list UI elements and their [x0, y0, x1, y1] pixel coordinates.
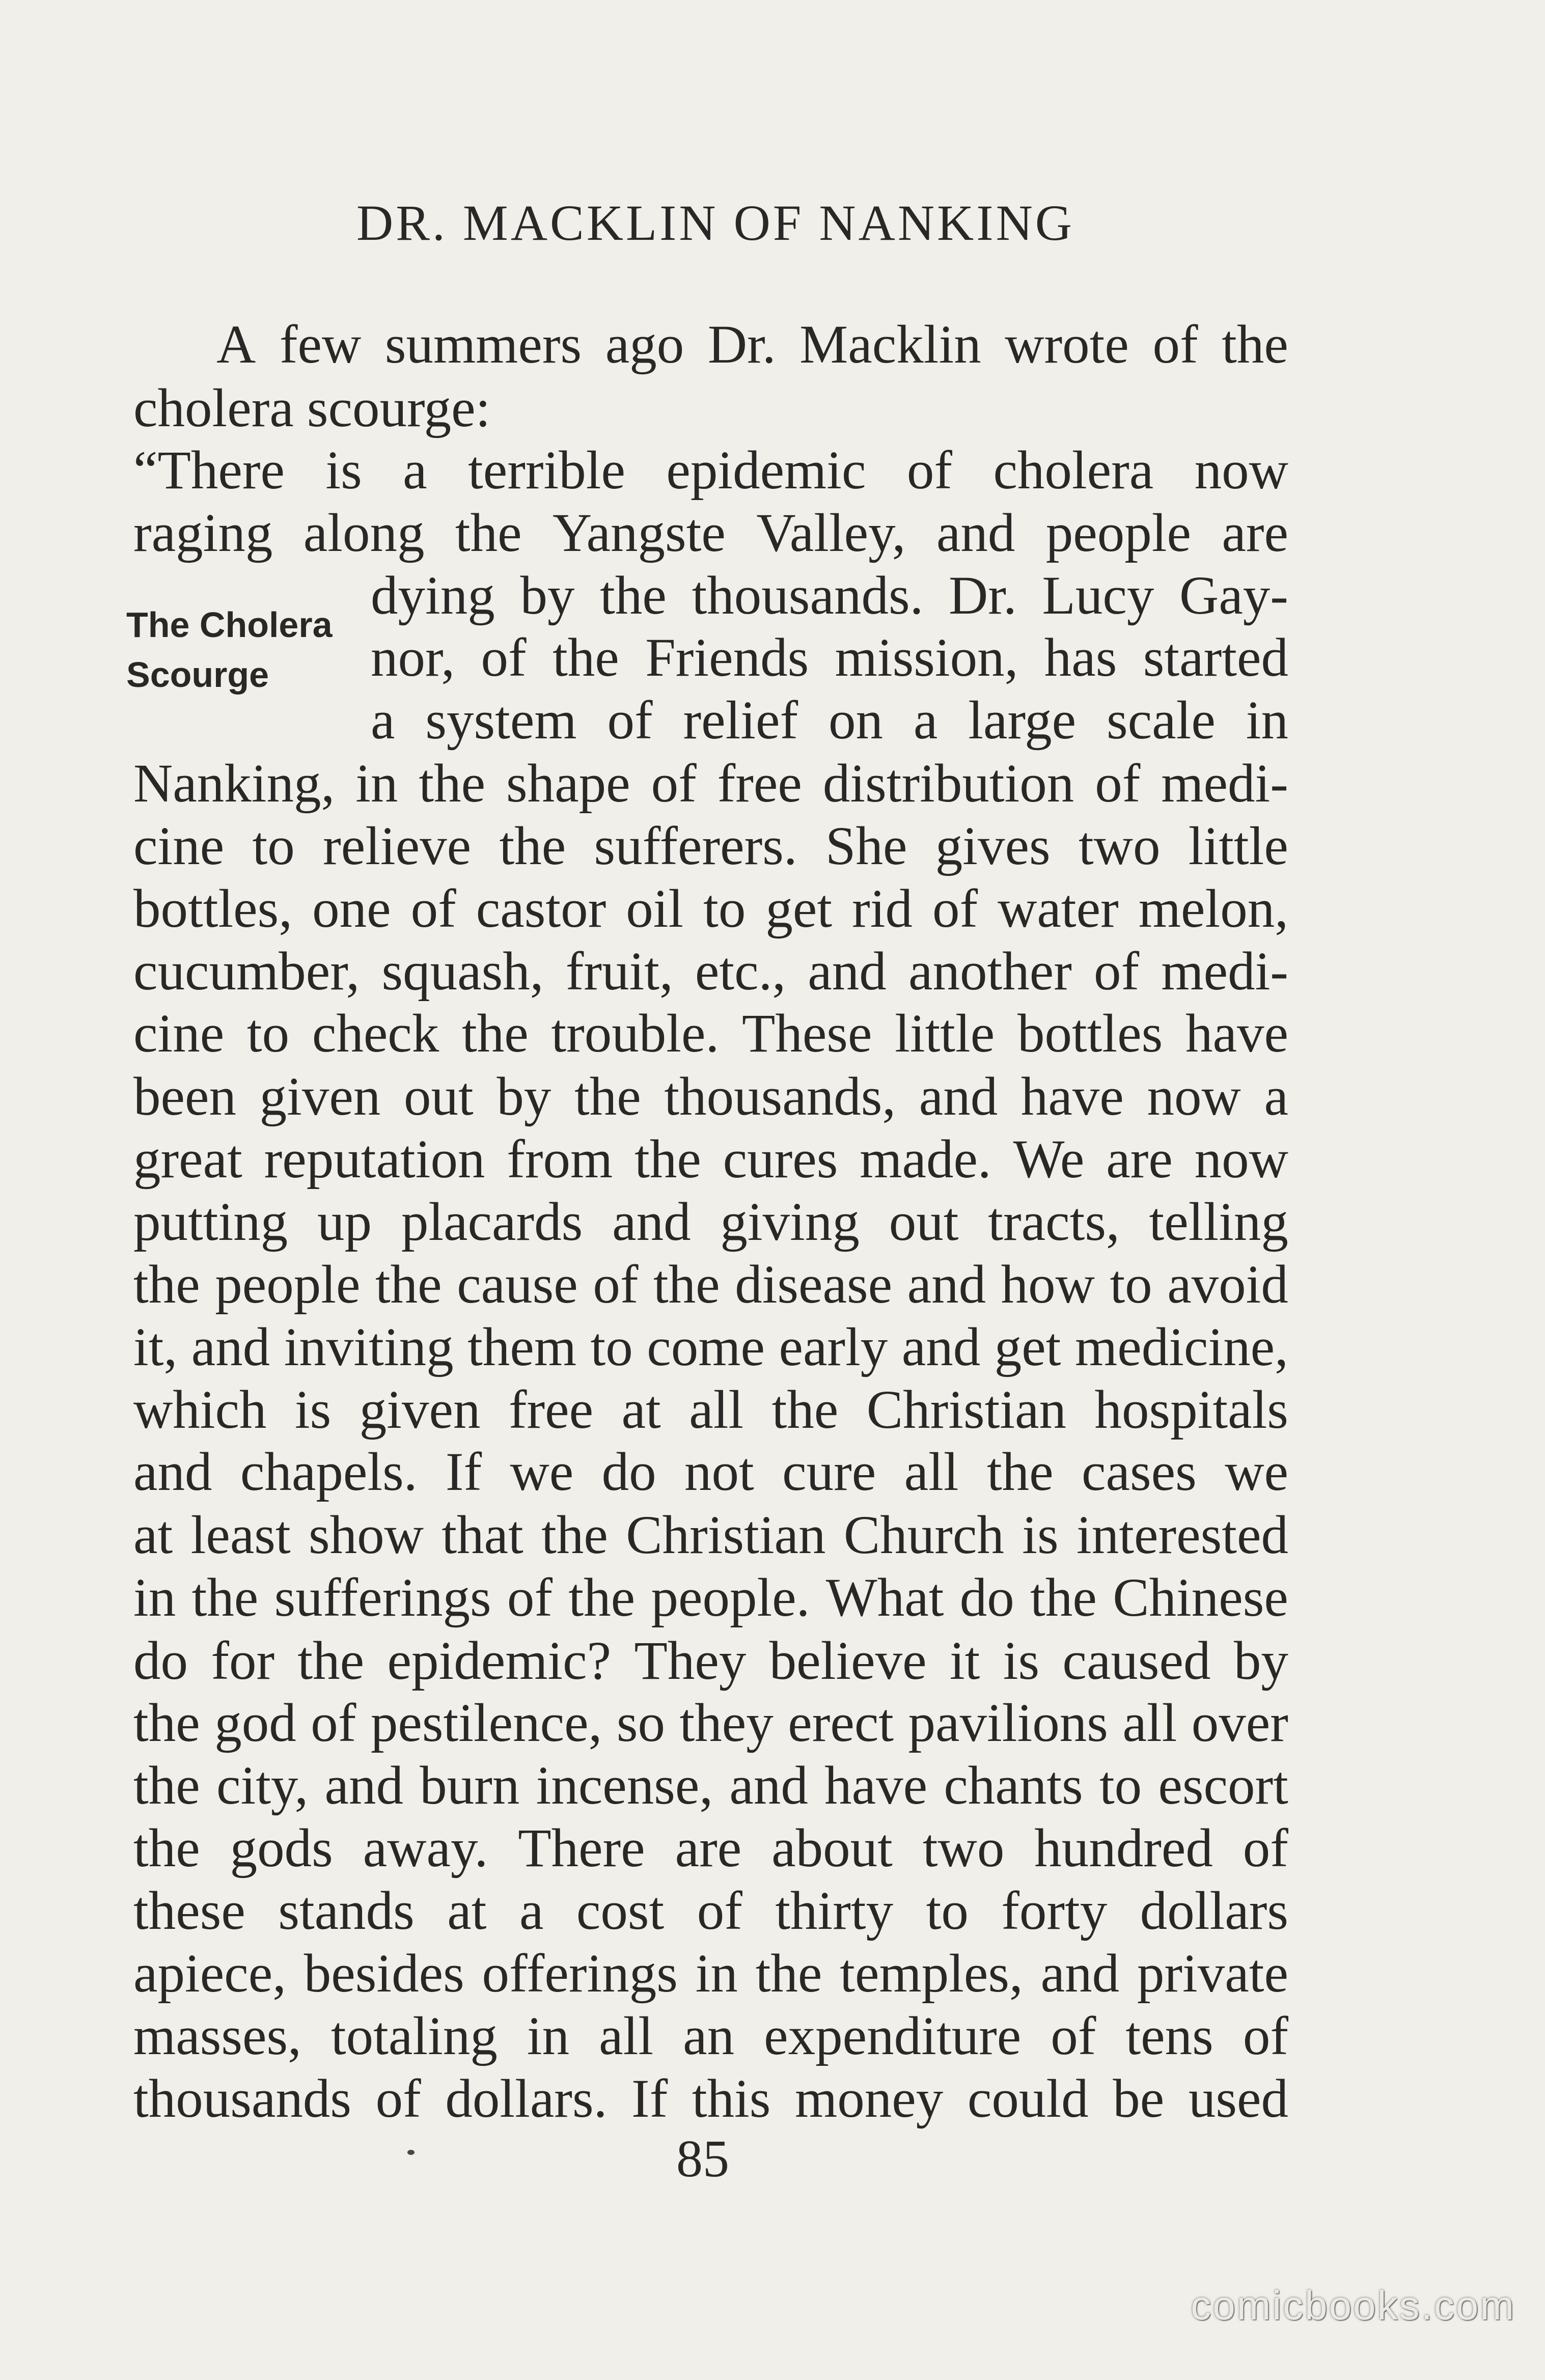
word: of — [906, 440, 953, 501]
word: an — [683, 2006, 735, 2066]
word: do — [959, 1568, 1014, 1628]
word: at — [621, 1380, 661, 1440]
text-line — [133, 1879, 1288, 1943]
word: free — [717, 754, 802, 814]
word: early — [779, 1317, 888, 1377]
word: Dr. — [949, 566, 1017, 626]
word: is — [1022, 1505, 1059, 1565]
word: of — [507, 1568, 553, 1628]
word: thousands — [133, 2069, 351, 2129]
word: besides — [304, 1944, 464, 2004]
word: interested — [1077, 1505, 1288, 1565]
word: etc., — [695, 942, 786, 1002]
word: the — [1222, 315, 1288, 375]
word: dollars. — [445, 2069, 608, 2129]
word: which — [133, 1380, 267, 1440]
word: used — [1188, 2069, 1288, 2129]
word: another — [908, 942, 1072, 1002]
word: escort — [1158, 1756, 1288, 1816]
word: to — [1099, 1756, 1142, 1816]
word: are — [675, 1818, 742, 1878]
word: tracts, — [988, 1192, 1120, 1252]
word: to — [590, 1317, 633, 1377]
text-line — [133, 1942, 1288, 2005]
word: are — [1222, 503, 1288, 563]
word: a — [913, 690, 938, 751]
word: Valley, — [756, 503, 906, 563]
word: medi- — [1161, 942, 1288, 1002]
word: the — [771, 1380, 839, 1440]
word: erect — [788, 1693, 894, 1753]
margin-note — [126, 600, 366, 700]
word: distribution — [822, 754, 1074, 814]
word: cases — [1082, 1442, 1197, 1502]
word: epidemic — [666, 440, 866, 501]
text-line — [371, 564, 1288, 627]
word: medi- — [1161, 754, 1288, 814]
word: private — [1137, 1944, 1288, 2004]
word: be — [1113, 2069, 1165, 2129]
word: dollars — [1140, 1881, 1288, 1941]
word: These — [741, 1004, 872, 1064]
word: and — [1040, 1944, 1120, 2004]
word: to — [246, 1004, 290, 1064]
word: Gay- — [1179, 566, 1288, 626]
word: to — [926, 1881, 969, 1941]
word: started — [1143, 628, 1288, 688]
ink-speck — [407, 2150, 415, 2155]
word: the — [375, 1255, 442, 1315]
word: cause — [457, 1255, 578, 1315]
word: the — [600, 566, 667, 626]
word: apiece, — [133, 1944, 286, 2004]
word: offerings — [482, 1944, 678, 2004]
word: telling — [1149, 1192, 1288, 1252]
word: sufferings — [274, 1568, 491, 1628]
text-line — [133, 1191, 1288, 1254]
word: in — [355, 754, 398, 814]
word: to — [252, 816, 295, 876]
word: cures — [723, 1129, 838, 1189]
word: relieve — [323, 816, 472, 876]
word: chants — [944, 1756, 1083, 1816]
word: a — [519, 1881, 544, 1941]
word: in — [695, 1944, 738, 2004]
word: the — [986, 1442, 1054, 1502]
word: nor, — [371, 628, 455, 688]
word: up — [317, 1192, 372, 1252]
word: Lucy — [1042, 566, 1154, 626]
word: and — [919, 1067, 998, 1127]
word: of — [1152, 315, 1198, 375]
word: people. — [651, 1568, 810, 1628]
word: Macklin — [799, 315, 981, 375]
word: the — [553, 628, 619, 688]
word: money — [795, 2069, 944, 2129]
word: Friends — [645, 628, 809, 688]
word: epidemic? — [387, 1631, 612, 1691]
word: cure — [782, 1442, 876, 1502]
margin-note-line: Scourge — [126, 655, 269, 695]
word: Christian — [866, 1380, 1067, 1440]
word: giving — [720, 1192, 860, 1252]
word: by — [1233, 1631, 1288, 1691]
word: Church — [843, 1505, 1004, 1565]
word: get — [765, 879, 833, 939]
word: people — [215, 1255, 361, 1315]
word: melon, — [1138, 879, 1288, 939]
word: these — [133, 1881, 245, 1941]
word: and — [936, 503, 1015, 563]
word: forty — [1001, 1881, 1108, 1941]
word: of — [607, 690, 653, 751]
text-line — [133, 502, 1288, 565]
word: little — [1188, 816, 1288, 876]
word: are — [1106, 1129, 1173, 1189]
word: cost — [576, 1881, 665, 1941]
word: large — [968, 690, 1077, 751]
word: two — [922, 1818, 1005, 1878]
word: cine — [133, 816, 225, 876]
word: is — [1003, 1631, 1040, 1691]
word: pavilions — [908, 1693, 1108, 1753]
word: all — [904, 1442, 959, 1502]
word: away. — [363, 1818, 488, 1878]
word: and — [907, 1255, 986, 1315]
word: great — [133, 1129, 242, 1189]
word: disease — [735, 1255, 893, 1315]
word: a — [1264, 1067, 1288, 1127]
word: at — [447, 1881, 487, 1941]
word: in — [133, 1568, 176, 1628]
word: for — [211, 1631, 275, 1691]
word: stands — [278, 1881, 415, 1941]
word: of — [932, 879, 978, 939]
word: cucumber, — [133, 942, 360, 1002]
word: They — [634, 1631, 747, 1691]
text-line — [133, 1378, 1288, 1442]
word: god — [214, 1693, 296, 1753]
word: how — [1001, 1255, 1095, 1315]
word: of — [311, 1693, 356, 1753]
word: to — [1110, 1255, 1152, 1315]
text-line — [133, 1128, 1288, 1191]
word: expenditure — [764, 2006, 1022, 2066]
word: terrible — [468, 440, 625, 501]
word: cholera — [993, 440, 1154, 501]
word: been — [133, 1067, 236, 1127]
word: and — [612, 1192, 691, 1252]
word: and — [808, 942, 887, 1002]
text-line — [371, 626, 1288, 689]
word: raging — [133, 503, 273, 563]
word: of — [1094, 942, 1140, 1002]
text-line — [133, 377, 1288, 440]
word: from — [507, 1129, 613, 1189]
word: it — [949, 1631, 980, 1691]
text-line — [133, 2005, 1288, 2068]
word: Chinese — [1113, 1568, 1288, 1628]
word: tens — [1125, 2006, 1213, 2066]
text-line — [133, 1817, 1288, 1880]
word: Dr. — [707, 315, 776, 375]
page-number: 85 — [676, 2129, 729, 2188]
word: She — [825, 816, 907, 876]
word: putting — [133, 1192, 288, 1252]
word: is — [325, 440, 362, 501]
word: it, — [133, 1317, 178, 1377]
word: What — [825, 1568, 944, 1628]
text-line — [133, 1754, 1288, 1817]
text-line — [216, 313, 1288, 376]
word: trouble. — [551, 1004, 720, 1064]
word: by — [520, 566, 575, 626]
text-line — [133, 1065, 1288, 1128]
word: the — [297, 1631, 365, 1691]
word: so — [616, 1693, 665, 1753]
word: If — [631, 2069, 668, 2129]
word: has — [1044, 628, 1117, 688]
word: thousands. — [692, 566, 924, 626]
word: wrote — [1005, 315, 1129, 375]
word: Yangste — [553, 503, 726, 563]
word: the — [499, 816, 566, 876]
word: If — [445, 1442, 482, 1502]
word: few — [279, 315, 362, 375]
word: oil — [626, 879, 684, 939]
word: castor — [476, 879, 606, 939]
word: by — [496, 1067, 551, 1127]
word: hundred — [1034, 1818, 1213, 1878]
word: scourge: — [307, 378, 491, 438]
word: all — [689, 1380, 744, 1440]
word: inviting — [284, 1317, 454, 1377]
word: of — [1243, 1818, 1288, 1878]
word: is — [294, 1380, 332, 1440]
word: could — [967, 2069, 1089, 2129]
word: a — [371, 690, 395, 751]
word: them — [467, 1317, 577, 1377]
word: do — [133, 1631, 188, 1691]
word: A — [216, 315, 256, 375]
word: a — [403, 440, 427, 501]
watermark: comicbooks.com — [1191, 2283, 1515, 2328]
text-line — [133, 940, 1288, 1003]
word: totaling — [330, 2006, 498, 2066]
word: rid — [852, 879, 913, 939]
word: that — [442, 1505, 523, 1565]
word: cine — [133, 1004, 225, 1064]
word: one — [312, 879, 391, 939]
word: reputation — [264, 1129, 485, 1189]
word: summers — [384, 315, 582, 375]
margin-note-line: The Cholera — [126, 605, 333, 645]
word: pestilence, — [370, 1693, 602, 1753]
word: and — [191, 1317, 270, 1377]
word: the — [133, 1693, 200, 1753]
word: fruit, — [565, 942, 673, 1002]
word: about — [771, 1818, 893, 1878]
word: free — [508, 1380, 594, 1440]
word: get — [994, 1317, 1061, 1377]
word: the — [191, 1568, 259, 1628]
text-line — [133, 439, 1288, 502]
word: water — [998, 879, 1119, 939]
word: of — [1051, 2006, 1096, 2066]
running-header: DR. MACKLIN OF NANKING — [356, 195, 1074, 251]
word: gods — [230, 1818, 333, 1878]
word: out — [889, 1192, 959, 1252]
word: show — [309, 1505, 424, 1565]
word: made. — [860, 1129, 991, 1189]
word: do — [601, 1442, 656, 1502]
word: now — [1194, 1129, 1288, 1189]
word: in — [527, 2006, 570, 2066]
text-line — [133, 752, 1288, 815]
word: of — [375, 2069, 421, 2129]
word: the — [419, 754, 486, 814]
word: on — [829, 690, 884, 751]
word: of — [651, 754, 697, 814]
word: “There — [133, 440, 285, 501]
word: system — [425, 690, 577, 751]
word: incense, — [536, 1756, 713, 1816]
word: temples, — [840, 1944, 1023, 2004]
text-line — [133, 1629, 1288, 1693]
word: given — [359, 1380, 481, 1440]
word: they — [679, 1693, 774, 1753]
word: ago — [605, 315, 684, 375]
word: and — [729, 1756, 808, 1816]
word: mission, — [835, 628, 1018, 688]
word: of — [1243, 2006, 1288, 2066]
word: the — [462, 1004, 529, 1064]
word: hospitals — [1094, 1380, 1288, 1440]
word: the — [653, 1255, 720, 1315]
text-line — [133, 1316, 1288, 1379]
word: and — [133, 1442, 212, 1502]
word: thirty — [775, 1881, 894, 1941]
word: given — [259, 1067, 381, 1127]
word: shape — [506, 754, 630, 814]
text-line — [133, 1002, 1288, 1065]
word: Christian — [626, 1505, 826, 1565]
word: masses, — [133, 2006, 301, 2066]
word: in — [1246, 690, 1288, 751]
word: of — [593, 1255, 639, 1315]
word: this — [692, 2069, 771, 2129]
word: chapels. — [240, 1442, 418, 1502]
word: over — [1191, 1693, 1288, 1753]
word: There — [518, 1818, 645, 1878]
word: check — [312, 1004, 439, 1064]
word: scale — [1107, 690, 1216, 751]
word: the — [574, 1067, 641, 1127]
word: the — [455, 503, 522, 563]
word: sufferers. — [594, 816, 797, 876]
word: city, — [216, 1756, 309, 1816]
word: the — [541, 1505, 608, 1565]
text-line — [133, 815, 1288, 878]
word: and — [324, 1756, 403, 1816]
word: all — [1122, 1693, 1177, 1753]
word: relief — [683, 690, 798, 751]
word: least — [190, 1505, 291, 1565]
word: thousands, — [664, 1067, 896, 1127]
word: along — [303, 503, 425, 563]
word: little — [895, 1004, 995, 1064]
word: we — [1225, 1442, 1288, 1502]
word: now — [1194, 440, 1288, 501]
text-line — [133, 877, 1288, 940]
word: We — [1013, 1129, 1085, 1189]
word: of — [1095, 754, 1141, 814]
word: avoid — [1167, 1255, 1288, 1315]
word: the — [568, 1568, 636, 1628]
text-line — [133, 1692, 1288, 1755]
word: at — [133, 1505, 173, 1565]
word: gives — [935, 816, 1051, 876]
word: the — [634, 1129, 701, 1189]
word: caused — [1062, 1631, 1211, 1691]
word: not — [684, 1442, 754, 1502]
text-line — [133, 1441, 1288, 1504]
word: bottles, — [133, 879, 293, 939]
word: Nanking, — [133, 754, 335, 814]
word: two — [1078, 816, 1161, 876]
word: believe — [769, 1631, 927, 1691]
word: have — [1020, 1067, 1124, 1127]
text-line — [133, 1566, 1288, 1629]
word: cholera — [133, 378, 294, 438]
text-line — [133, 1253, 1288, 1316]
word: we — [510, 1442, 574, 1502]
word: of — [410, 879, 456, 939]
word: the — [133, 1818, 200, 1878]
word: have — [824, 1756, 928, 1816]
word: of — [481, 628, 527, 688]
word: out — [404, 1067, 474, 1127]
word: the — [755, 1944, 822, 2004]
word: come — [647, 1317, 765, 1377]
word: people — [1045, 503, 1191, 563]
word: squash, — [381, 942, 544, 1002]
text-line — [133, 2067, 1288, 2130]
text-line — [133, 1504, 1288, 1567]
word: the — [133, 1756, 200, 1816]
word: the — [1030, 1568, 1097, 1628]
word: burn — [420, 1756, 520, 1816]
word: to — [703, 879, 746, 939]
word: dying — [371, 566, 495, 626]
word: now — [1147, 1067, 1241, 1127]
word: all — [599, 2006, 654, 2066]
word: medicine, — [1074, 1317, 1288, 1377]
word: placards — [401, 1192, 583, 1252]
text-line — [371, 689, 1288, 752]
word: of — [697, 1881, 742, 1941]
word: the — [133, 1255, 200, 1315]
word: bottles — [1017, 1004, 1163, 1064]
word: and — [901, 1317, 981, 1377]
word: have — [1185, 1004, 1288, 1064]
